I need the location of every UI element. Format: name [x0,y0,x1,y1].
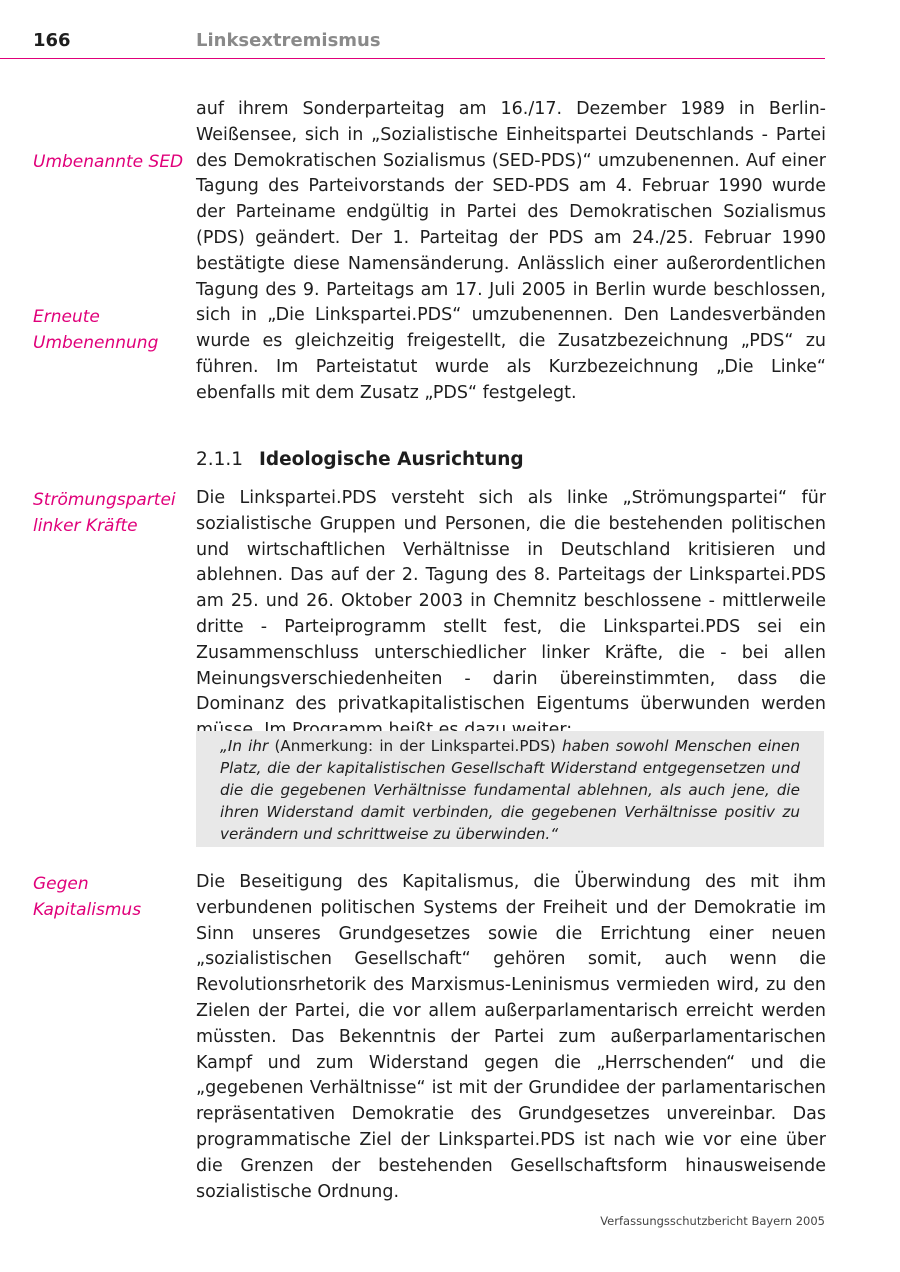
margin-note-line: Strömungspartei [33,490,176,510]
page-header [0,0,825,59]
margin-note-stroemungspartei [33,487,176,539]
section-number: 2.1.1 [196,449,244,470]
running-title: Linksextremismus [196,30,381,51]
paragraph-kapitalismus: Die Beseitigung des Kapitalismus, die Überwindung des mit ihm verbundenen politischen Systems der Freiheit und der Demokratie im Sinn unseres Grundgesetzes sowie die Errichtung einer neuen „sozialistischen Gesellschaft“ gehören somit, auch wenn die Revolutionsrhetorik des Marxismus-Leninismus vermieden wird, zu den Zielen der Partei, die vor allem außerparlamentarisch erreicht werden müssten. Das Bekenntnis der Partei zum außerparlamentarischen Kampf und zum Widerstand gegen die „Herrschenden“ und die „gegebenen Verhältnisse“ ist mit der Grundidee der parlamentarischen repräsentativen Demokratie des Grundgesetzes unvereinbar. Das programmatische Ziel der Linkspartei.PDS ist nach wie vor eine über die Grenzen der bestehenden Gesellschaftsform hinausweisende sozialistische Ordnung. [196,872,826,1202]
paragraph-renaming: auf ihrem Sonderparteitag am 16./17. Dezember 1989 in Berlin-Weißensee, sich in „Sozialistische Einheitspartei Deutschlands - Partei des Demokratischen Sozialismus (SED-PDS)“ umzubenennen. Auf einer Tagung des Parteivorstands der SED-PDS am 4. Februar 1990 wurde der Parteiname endgültig in Partei des Demokratischen Sozialismus (PDS) geändert. Der 1. Parteitag der PDS am 24./25. Februar 1990 bestätigte diese Namensänderung. Anlässlich einer außerordentlichen Tagung des 9. Parteitags am 17. Juli 2005 in Berlin wurde beschlossen, sich in „Die Linkspartei.PDS“ umzubenennen. Den Landesverbänden wurde es gleichzeitig freigestellt, die Zusatzbezeichnung „PDS“ zu führen. Im Parteistatut wurde als Kurzbezeichnung „Die Linke“ ebenfalls mit dem Zusatz „PDS“ festgelegt. [196,99,826,403]
margin-note-line: Kapitalismus [33,900,142,920]
page-number: 166 [33,30,71,51]
program-quote [196,731,824,847]
margin-note-line: Erneute [33,307,100,327]
quote-annotation: (Anmerkung: in der Linkspartei.PDS) [274,737,556,755]
quote-rest: haben sowohl Menschen einen Platz, die der kapitalistischen Gesellschaft Widerstand entgegensetzen und die die gegebenen Verhältnisse fundamental ablehnen, als auch jene, die ihren Widerstand damit verbinden, die gegebenen Verhältnisse positiv zu verändern und schrittweise zu überwinden.“ [220,737,800,843]
section-title: Ideologische Ausrichtung [258,449,524,470]
margin-note-line: linker Kräfte [33,516,138,536]
margin-note-line: Gegen [33,874,89,894]
margin-note-erneute-umbenennung [33,304,158,356]
paragraph-stroemungspartei: Die Linkspartei.PDS versteht sich als linke „Strömungspartei“ für sozialistische Gruppen und Personen, die die bestehenden politischen und wirtschaftlichen Verhältnisse in Deutschland kritisieren und ablehnen. Das auf der 2. Tagung des 8. Parteitags der Linkspartei.PDS am 25. und 26. Oktober 2003 in Chemnitz beschlossene - mittlerweile dritte - Parteiprogramm stellt fest, die Linkspartei.PDS sei ein Zusammenschluss unterschiedlicher linker Kräfte, die - bei allen Meinungsverschiedenheiten - darin übereinstimmten, dass die Dominanz des privatkapitalistischen Eigentums überwunden werden [196,488,826,715]
page-footer: Verfassungsschutzbericht Bayern 2005 [600,1214,825,1228]
section-heading [196,449,524,470]
margin-note-line: Umbenannte SED [33,152,184,172]
margin-note-gegen-kapitalismus [33,871,141,923]
margin-note-line: Umbenennung [33,333,159,353]
margin-note-umbenannte-sed [33,149,183,175]
quote-start: „In ihr [220,737,269,755]
